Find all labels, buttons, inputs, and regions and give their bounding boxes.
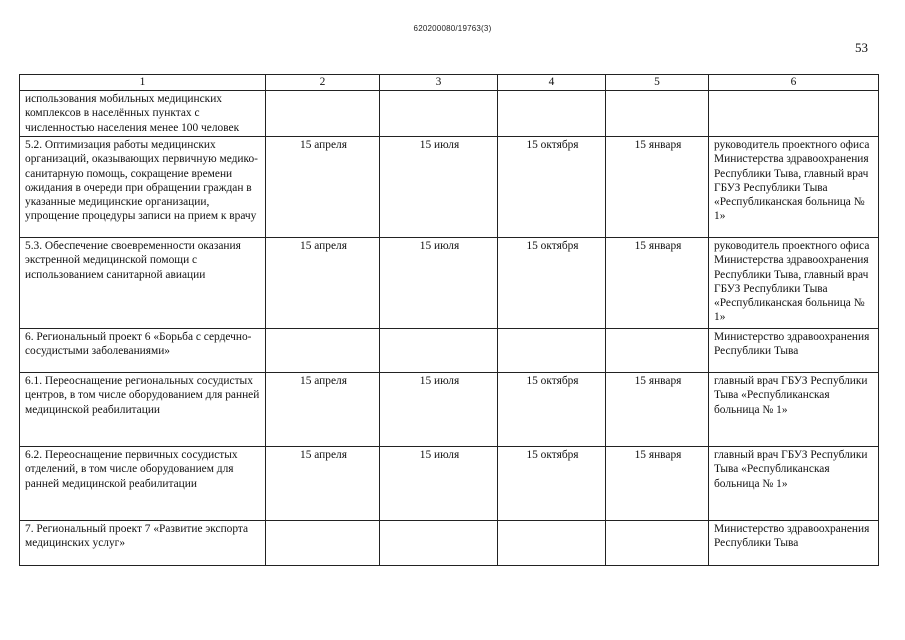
date-cell: 15 апреля — [266, 373, 380, 447]
date-cell — [380, 329, 498, 373]
task-cell: 5.2. Оптимизация работы медицинских организаций, оказывающих первичную медико-санитарную помощь, сокращение времени ожидания в очереди при обращении граждан в указанные медицинские организации, упрощение процедуры записи на прием к врачу — [20, 137, 266, 238]
date-cell: 15 апреля — [266, 238, 380, 329]
column-header: 3 — [380, 75, 498, 91]
date-cell — [606, 521, 709, 566]
responsible-cell: руководитель проектного офиса Министерства здравоохранения Республики Тыва, главный врач ГБУЗ Республики Тыва «Республиканская больница № 1» — [709, 137, 879, 238]
date-cell: 15 июля — [380, 447, 498, 521]
responsible-cell: главный врач ГБУЗ Республики Тыва «Республиканская больница № 1» — [709, 447, 879, 521]
date-cell — [266, 91, 380, 137]
task-cell: 6. Региональный проект 6 «Борьба с сердечно-сосудистыми заболеваниями» — [20, 329, 266, 373]
table-row — [20, 91, 879, 137]
date-cell: 15 июля — [380, 238, 498, 329]
column-header: 1 — [20, 75, 266, 91]
task-cell: 6.1. Переоснащение региональных сосудистых центров, в том числе оборудованием для ранней медицинской реабилитации — [20, 373, 266, 447]
table-row — [20, 329, 879, 373]
date-cell — [498, 329, 606, 373]
date-cell — [606, 91, 709, 137]
table-row — [20, 238, 879, 329]
table-row — [20, 137, 879, 238]
column-header: 4 — [498, 75, 606, 91]
date-cell: 15 октября — [498, 373, 606, 447]
responsible-cell: Министерство здравоохранения Республики Тыва — [709, 521, 879, 566]
responsible-cell — [709, 91, 879, 137]
responsible-cell: руководитель проектного офиса Министерства здравоохранения Республики Тыва, главный врач ГБУЗ Республики Тыва «Республиканская больница № 1» — [709, 238, 879, 329]
column-header: 5 — [606, 75, 709, 91]
date-cell — [266, 329, 380, 373]
task-cell: использования мобильных медицинских комплексов в населённых пунктах с численностью населения менее 100 человек — [20, 91, 266, 137]
date-cell — [380, 521, 498, 566]
table-row — [20, 521, 879, 566]
task-cell: 6.2. Переоснащение первичных сосудистых отделений, в том числе оборудованием для ранней медицинской реабилитации — [20, 447, 266, 521]
date-cell: 15 июля — [380, 373, 498, 447]
column-header: 2 — [266, 75, 380, 91]
date-cell — [266, 521, 380, 566]
page-number: 53 — [855, 40, 868, 55]
date-cell: 15 апреля — [266, 447, 380, 521]
task-cell: 7. Региональный проект 7 «Развитие экспорта медицинских услуг» — [20, 521, 266, 566]
date-cell: 15 января — [606, 447, 709, 521]
column-header: 6 — [709, 75, 879, 91]
date-cell: 15 октября — [498, 238, 606, 329]
date-cell: 15 января — [606, 137, 709, 238]
document-id: 620200080/19763(3) — [413, 24, 492, 33]
table-header-row — [20, 75, 879, 91]
date-cell: 15 января — [606, 373, 709, 447]
date-cell — [498, 91, 606, 137]
date-cell: 15 апреля — [266, 137, 380, 238]
date-cell — [606, 329, 709, 373]
task-cell: 5.3. Обеспечение своевременности оказания экстренной медицинской помощи с использованием санитарной авиации — [20, 238, 266, 329]
date-cell: 15 октября — [498, 447, 606, 521]
date-cell: 15 октября — [498, 137, 606, 238]
responsible-cell: главный врач ГБУЗ Республики Тыва «Республиканская больница № 1» — [709, 373, 879, 447]
responsible-cell: Министерство здравоохранения Республики Тыва — [709, 329, 879, 373]
table-row — [20, 373, 879, 447]
date-cell — [498, 521, 606, 566]
date-cell: 15 января — [606, 238, 709, 329]
table-row — [20, 447, 879, 521]
schedule-table — [19, 74, 879, 566]
date-cell — [380, 91, 498, 137]
date-cell: 15 июля — [380, 137, 498, 238]
